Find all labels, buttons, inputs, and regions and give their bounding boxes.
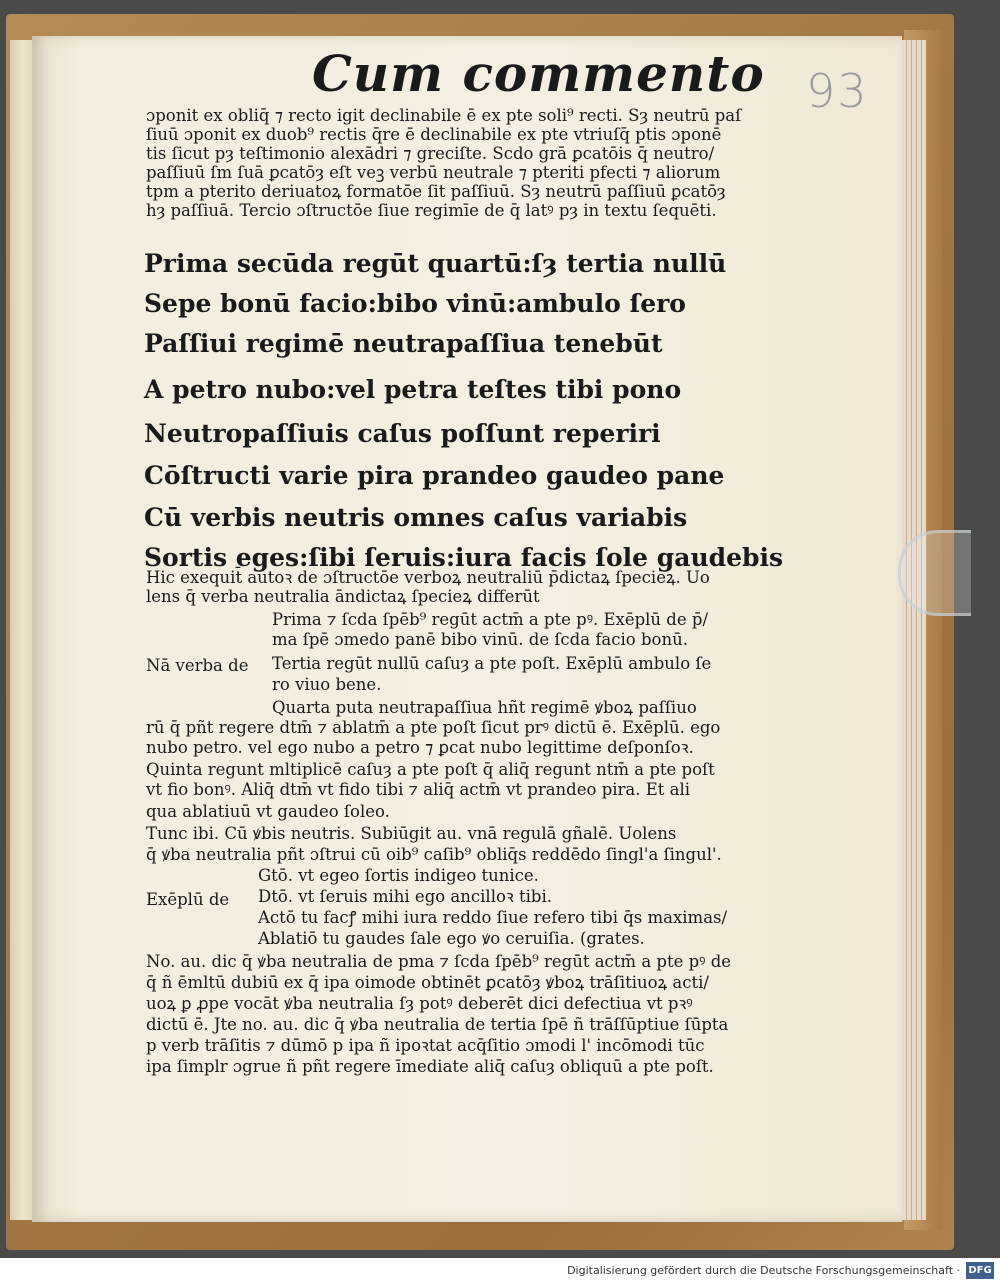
commentary-line: vt fio bonꝰ. Aliq̄ dtm̄ vt fido tibi ⁊ aliq̄ actm̄ vt prandeo pira. Et ali xyxy=(146,780,691,799)
commentary-line: ſiuū ɔponit ex duob⁹ rectis q̄re ē declinabile ex pte vtriuſq̄ ptis ɔponē xyxy=(146,125,722,144)
commentary-line: nubo petro. vel ego nubo a petro ⁊ ꝑcat nubo legittime deſponſoꝛ. xyxy=(146,738,694,757)
commentary-line: Quinta regunt mltiplicē caſuȝ a pte poſt q̄ aliq̄ regunt ntm̄ a pte poſt xyxy=(146,760,715,779)
indented-line: Actō tu facꝭ mihi iura reddo ſiue refero tibi q̄s maximas/ xyxy=(258,908,728,927)
indented-line: Tertia regūt nullū caſuȝ a pte poſt. Exēplū ambulo ſe xyxy=(272,654,712,673)
verse-line: Sortis eges:ſibi ſeruis:iura facis ſole gaudebis xyxy=(144,543,784,572)
commentary-line: qua ablatiuū vt gaudeo ſoleo. xyxy=(146,802,390,821)
commentary-line: dictū ē. Jte no. au. dic q̄ ꝟba neutralia de tertia ſpē ñ trāſſūptiue ſūpta xyxy=(146,1015,729,1034)
indented-line: Ablatiō tu gaudes ſale ego ꝟo ceruiſia. (grates. xyxy=(258,929,645,948)
commentary-line: paſſiuū ſm ſuā ꝑcatōȝ eſt veꝫ verbū neutrale ⁊ pteriti pfecti ⁊ aliorum xyxy=(146,163,721,182)
folio-number: 93 xyxy=(806,64,869,118)
facing-page-edge xyxy=(10,40,33,1220)
indented-line: Gtō. vt egeo ſortis indigeo tunice. xyxy=(258,866,539,885)
funding-credit: Digitalisierung gefördert durch die Deutsche Forschungsgemeinschaft · xyxy=(567,1264,960,1277)
indented-line: Prima ⁊ ſcda ſpēb⁹ regūt actm̄ a pte pꝰ. Exēplū de p̄/ xyxy=(272,610,708,629)
glass-clip xyxy=(898,530,971,616)
commentary-line: tpm a pterito deriuatoꝝ formatōe ſit paſſiuū. Sȝ neutrū paſſiuū ꝑcatōȝ xyxy=(146,182,726,201)
dfg-logo: DFG xyxy=(966,1262,994,1279)
footer-bar xyxy=(0,1258,1000,1287)
commentary-line: ipa ſimplr ɔgrue ñ pñt regere īmediate aliq̄ caſuȝ obliquū a pte poſt. xyxy=(146,1057,714,1076)
commentary-line: No. au. dic q̄ ꝟba neutralia de pma ⁊ ſcda ſpēb⁹ regūt actm̄ a pte pꝰ de xyxy=(146,952,732,971)
indented-line: Dtō. vt ſeruis mihi ego ancilloꝛ tibi. xyxy=(258,887,552,906)
commentary-line: q̄ ñ ēmltū dubiū ex q̄ ipa oimode obtinēt ꝑcatōȝ ꝟboꝝ trāſitiuoꝝ acti/ xyxy=(146,973,709,992)
commentary-line: p verb trāſitis ⁊ dūmō p ipa ñ ipoꝛtat acq̄ſitio ɔmodi l' incōmodi tūc xyxy=(146,1036,705,1055)
commentary-line: q̄ ꝟba neutralia pñt ɔſtrui cū oib⁹ caſib⁹ obliq̄s reddēdo ſingl'a ſingul'. xyxy=(146,845,722,864)
verse-line: Sepe bonū facio:bibo vinū:ambulo ſero xyxy=(144,289,686,318)
commentary-line: ɔponit ex obliq̄ ⁊ recto igit declinabile ē ex pte soli⁹ recti. Sȝ neutrū paſ xyxy=(146,106,742,125)
commentary-line: hȝ paſſiuā. Tercio ɔſtructōe ſiue regimīe de q̄ latꝰ pȝ in textu ſequēti. xyxy=(146,201,717,220)
verse-line: Prima secūda regūt quartū:ſȝ tertia nullū xyxy=(144,249,727,278)
commentary-line: tis ſicut pȝ teſtimonio alexādri ⁊ greciſte. Scdo grā ꝑcatōis q̄ neutro/ xyxy=(146,144,715,163)
commentary-line: uoꝝ ꝑ ꝓpe vocāt ꝟba neutralia ſȝ potꝰ deberēt dici defectiua vt pꝛꝰ xyxy=(146,994,693,1013)
verse-line: Neutropaſſiuis caſus poſſunt reperiri xyxy=(144,419,661,448)
margin-label: Exēplū de xyxy=(146,890,230,909)
verse-line: Cū verbis neutris omnes caſus variabis xyxy=(144,503,688,532)
verse-line: Paſſiui regimē neutrapaſſiua tenebūt xyxy=(144,329,663,358)
page-title: Cum commento xyxy=(312,44,765,103)
commentary-line: Tunc ibi. Cū ꝟbis neutris. Subiūgit au. vnā regulā gñalē. Uolens xyxy=(146,824,677,843)
indented-line: ma ſpē ɔmedo panē bibo vinū. de ſcda facio bonū. xyxy=(272,630,688,649)
indented-line: Quarta puta neutrapaſſiua hñt regimē ꝟboꝝ paſſiuo xyxy=(272,698,697,717)
commentary-line: Hic exequit̄ autoꝛ de ɔſtructōe verboꝝ neutraliū p̄dictaꝝ ſpecieꝝ. Uo xyxy=(146,568,710,587)
margin-label: Nā verba de xyxy=(146,656,249,675)
verse-line: Cōſtructi varie pira prandeo gaudeo pane xyxy=(144,461,725,490)
indented-line: ro viuo bene. xyxy=(272,675,382,694)
verse-line: A petro nubo:vel petra teſtes tibi pono xyxy=(144,375,682,404)
commentary-line: lens q̄ verba neutralia āndictaꝝ ſpecieꝝ differūt xyxy=(146,587,540,606)
commentary-line: rū q̄ pñt regere dtm̄ ⁊ ablatm̄ a pte poſt ſicut prꝰ dictū ē. Exēplū. ego xyxy=(146,718,721,737)
